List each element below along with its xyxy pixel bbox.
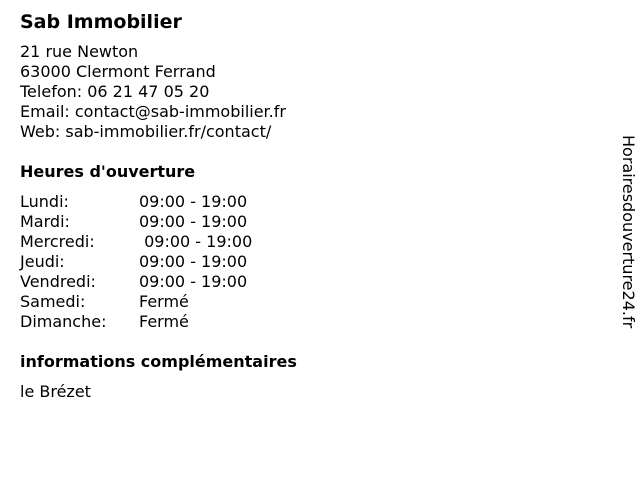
hours-day-label: Mardi: [20, 212, 70, 231]
city-address: 63000 Clermont Ferrand [20, 62, 216, 81]
email-address[interactable]: Email: contact@sab-immobilier.fr [20, 102, 286, 121]
hours-day-label: Samedi: [20, 292, 86, 311]
business-name: Sab Immobilier [20, 11, 182, 33]
hours-time-value: Fermé [139, 292, 189, 311]
hours-day-label: Dimanche: [20, 312, 107, 331]
hours-row-monday [20, 192, 580, 212]
hours-row-thursday [20, 252, 580, 272]
additional-info-text: le Brézet [20, 382, 91, 401]
hours-time-value: 09:00 - 19:00 [139, 212, 248, 231]
website-link[interactable]: Web: sab-immobilier.fr/contact/ [20, 122, 272, 141]
hours-time-value: 09:00 - 19:00 [139, 272, 248, 291]
hours-time-value: 09:00 - 19:00 [139, 192, 248, 211]
hours-day-label: Vendredi: [20, 272, 96, 291]
site-watermark: Horairesdouverture24.fr [619, 135, 638, 329]
hours-row-wednesday [20, 232, 580, 252]
hours-row-saturday [20, 292, 580, 312]
opening-hours-table [20, 192, 580, 332]
address-block [20, 42, 580, 142]
business-info-card [20, 10, 580, 402]
hours-day-label: Lundi: [20, 192, 69, 211]
hours-row-tuesday [20, 212, 580, 232]
hours-time-value: 09:00 - 19:00 [139, 252, 248, 271]
hours-day-label: Mercredi: [20, 232, 95, 251]
hours-row-friday [20, 272, 580, 292]
opening-hours-title: Heures d'ouverture [20, 162, 196, 181]
hours-day-label: Jeudi: [20, 252, 65, 271]
hours-row-sunday [20, 312, 580, 332]
street-address: 21 rue Newton [20, 42, 139, 61]
hours-time-value: Fermé [139, 312, 189, 331]
additional-info-title: informations complémentaires [20, 352, 297, 371]
phone-number[interactable]: Telefon: 06 21 47 05 20 [20, 82, 210, 101]
hours-time-value: 09:00 - 19:00 [139, 232, 253, 251]
